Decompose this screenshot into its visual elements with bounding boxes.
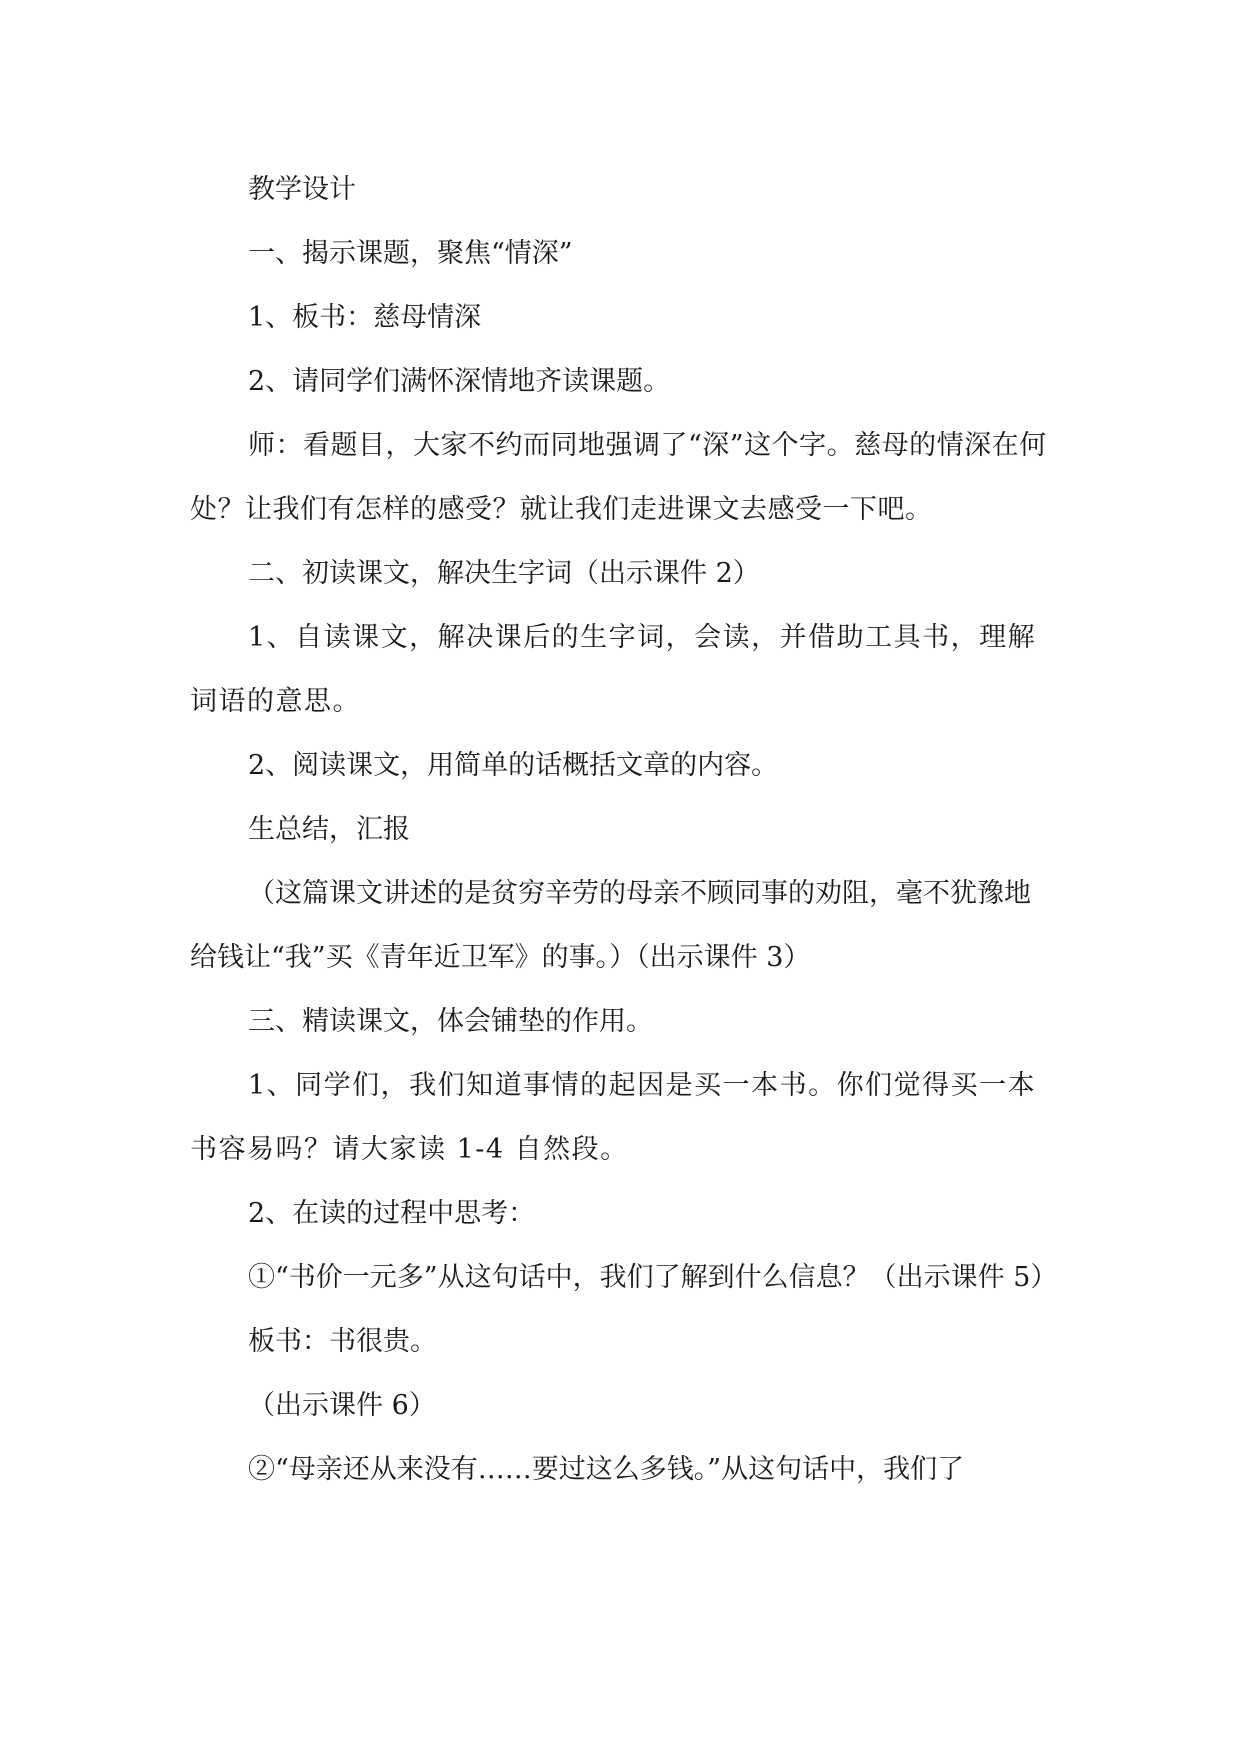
section-heading: 教学设计: [248, 174, 356, 205]
paragraph: 2、阅读课文，用简单的话概括文章的内容。: [248, 750, 779, 781]
paragraph: （这篇课文讲述的是贫穷辛劳的母亲不顾同事的劝阻，毫不犹豫地给钱让“我”买《青年近卫军》的事。）（出示课件 3）: [190, 878, 1031, 973]
section-title: 三、精读课文，体会铺垫的作用。: [248, 1006, 653, 1037]
paragraph: ②“母亲还从来没有……要过这么多钱。”从这句话中，我们了: [248, 1454, 965, 1485]
paragraph: 生总结，汇报: [248, 814, 410, 845]
paragraph: （出示课件 6）: [248, 1390, 436, 1421]
paragraph: 板书：书很贵。: [248, 1326, 437, 1357]
section-title: 一、揭示课题，聚焦“情深”: [248, 238, 573, 269]
paragraph: 1、自读课文，解决课后的生字词，会读，并借助工具书，理解词语的意思。: [190, 622, 1037, 717]
paragraph: 2、请同学们满怀深情地齐读课题。: [248, 366, 671, 397]
paragraph: 1、板书：慈母情深: [248, 302, 482, 333]
section-title: 二、初读课文，解决生字词（出示课件 2）: [248, 558, 760, 589]
paragraph: 师：看题目，大家不约而同地强调了“深”这个字。慈母的情深在何处？让我们有怎样的感受？就让我们走进课文去感受一下吧。: [190, 430, 1047, 525]
paragraph: ①“书价一元多”从这句话中，我们了解到什么信息？（出示课件 5）: [248, 1262, 1058, 1293]
paragraph: 1、同学们，我们知道事情的起因是买一本书。你们觉得买一本书容易吗？请大家读 1-4 自然段。: [190, 1070, 1037, 1165]
document-body: [190, 158, 1058, 1502]
paragraph: 2、在读的过程中思考：: [248, 1198, 536, 1229]
